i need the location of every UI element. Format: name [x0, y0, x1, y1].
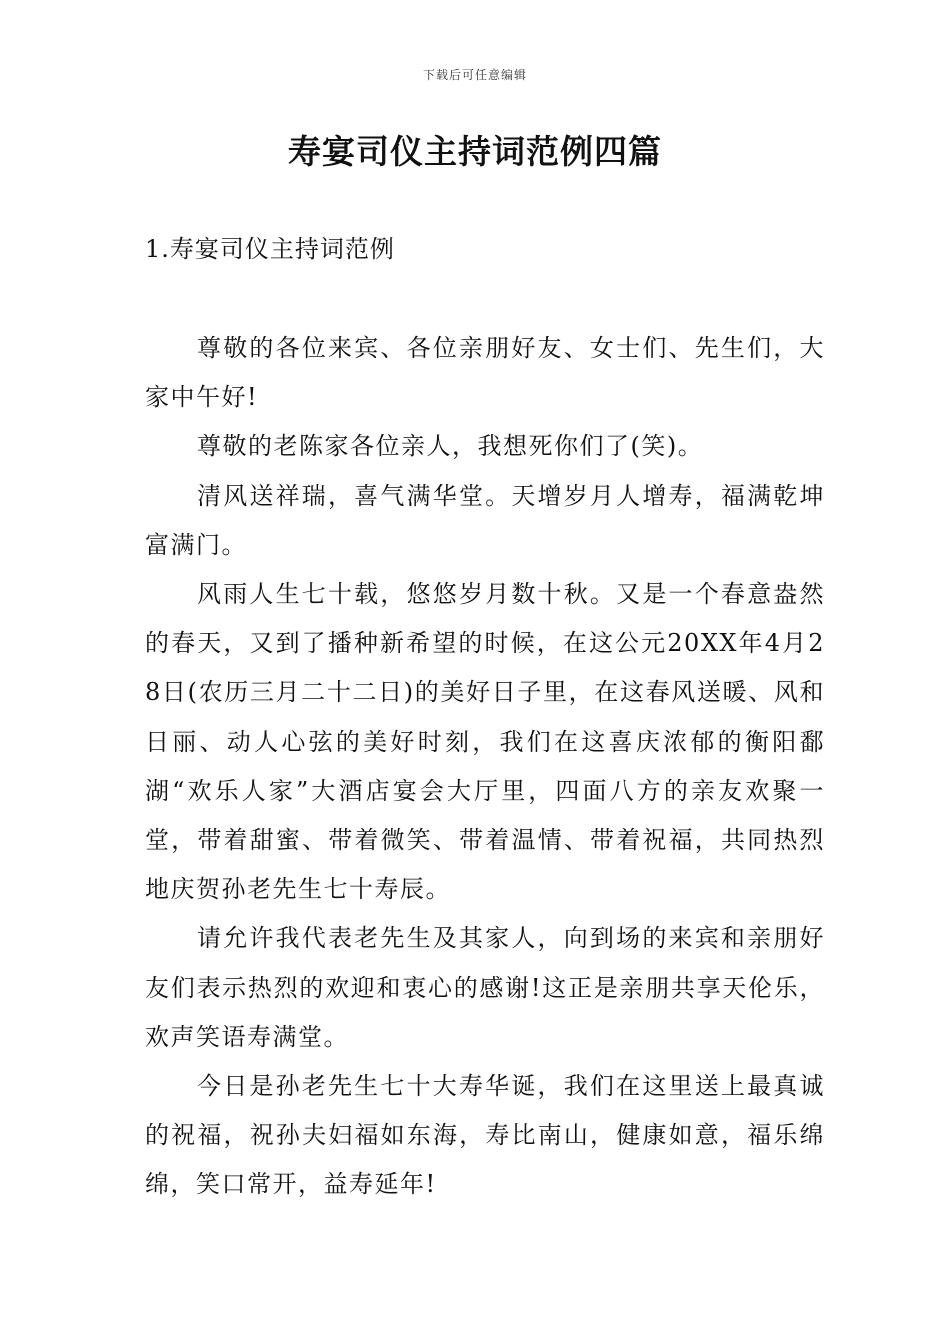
paragraph: 尊敬的老陈家各位亲人，我想死你们了(笑)。 [197, 432, 704, 461]
paragraph: 请允许我代表老先生及其家人，向到场的来宾和亲朋好友们表示热烈的欢迎和衷心的感谢!这正是亲朋共享天伦乐，欢声笑语寿满堂。 [145, 924, 825, 1051]
paragraph: 清风送祥瑞，喜气满华堂。天增岁月人增寿，福满乾坤富满门。 [145, 481, 825, 559]
paragraph: 今日是孙老先生七十大寿华诞，我们在这里送上最真诚的祝福，祝孙夫妇福如东海，寿比南山，健康如意，福乐绵绵，笑口常开，益寿延年! [145, 1072, 825, 1199]
paragraph: 尊敬的各位来宾、各位亲朋好友、女士们、先生们，大家中午好! [145, 334, 825, 412]
paragraph: 风雨人生七十载，悠悠岁月数十秋。又是一个春意盎然的春天，又到了播种新希望的时候，在这公元20XX年4月28日(农历三月二十二日)的美好日子里，在这春风送暖、风和日丽、动人心弦的美好时刻，我们在这喜庆浓郁的衡阳鄱湖“欢乐人家”大酒店宴会大厅里，四面八方的亲友欢聚一堂，带着甜蜜、带着微笑、带着温情、带着祝福，共同热烈地庆贺孙老先生七十寿辰。 [145, 580, 825, 904]
section-heading: 1.寿宴司仪主持词范例 [145, 235, 395, 263]
page-title: 寿宴司仪主持词范例四篇 [288, 132, 662, 171]
body-text [145, 324, 825, 1210]
header-note: 下载后可任意编辑 [422, 68, 527, 82]
